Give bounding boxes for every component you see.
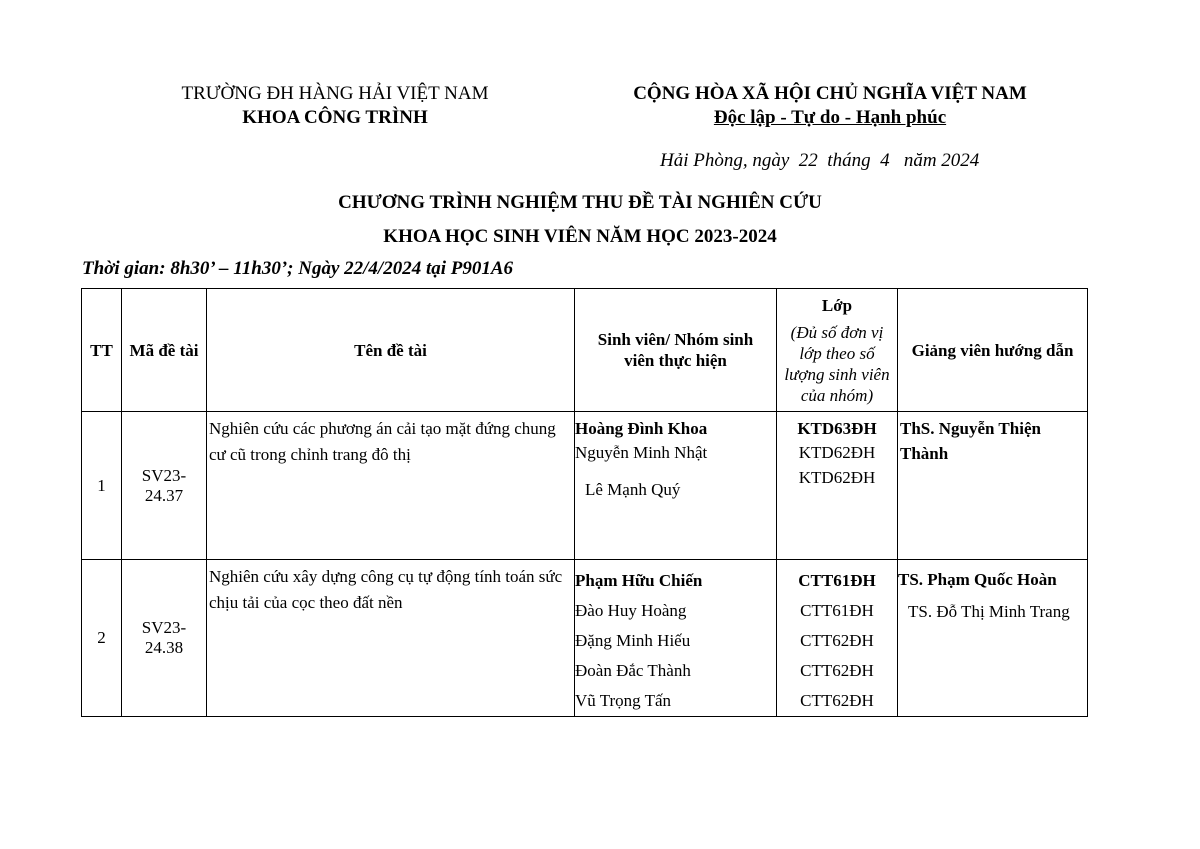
advisor-name: TS. Phạm Quốc Hoàn <box>898 570 1057 589</box>
class-code: CTT61ĐH <box>800 601 874 620</box>
row-1-tt: 1 <box>82 412 122 560</box>
student-name: Đoàn Đắc Thành <box>575 661 691 680</box>
national-motto: Độc lập - Tự do - Hạnh phúc <box>713 107 947 128</box>
date-line: Hải Phòng, ngày 22 tháng 4 năm 2024 <box>660 150 980 171</box>
row-2-advisors <box>898 560 1088 717</box>
class-code: CTT62ĐH <box>800 661 874 680</box>
class-code: CTT62ĐH <box>800 631 874 650</box>
student-name: Lê Mạnh Quý <box>585 480 681 499</box>
class-code: KTD62ĐH <box>798 443 876 462</box>
student-name: Hoàng Đình Khoa <box>575 419 708 438</box>
header-tt: TT <box>82 289 122 412</box>
row-1-advisors <box>898 412 1088 560</box>
document-title-line-1: CHƯƠNG TRÌNH NGHIỆM THU ĐỀ TÀI NGHIÊN CỨU <box>338 192 822 213</box>
row-2-students <box>575 560 777 717</box>
student-name: Đặng Minh Hiếu <box>575 631 691 650</box>
student-name: Nguyễn Minh Nhật <box>575 443 708 462</box>
header-lop <box>777 289 898 412</box>
time-location-line: Thời gian: 8h30’ – 11h30’; Ngày 22/4/2024 tại P901A6 <box>82 258 514 279</box>
header-left <box>130 82 540 130</box>
row-2-ma: SV23-24.38 <box>122 560 207 717</box>
header-lop-label: Lớp <box>821 296 853 315</box>
class-code: KTD63ĐH <box>797 419 877 438</box>
row-2-tt: 2 <box>82 560 122 717</box>
student-name: Đào Huy Hoàng <box>575 601 687 620</box>
schedule-table <box>81 288 1088 717</box>
table-row <box>82 412 1088 560</box>
table-header-row <box>82 289 1088 412</box>
advisor-name: ThS. Nguyễn Thiện Thành <box>900 419 1041 463</box>
header-ten-de-tai: Tên đề tài <box>207 289 575 412</box>
header-right <box>600 82 1060 130</box>
header-giang-vien: Giảng viên hướng dẫn <box>898 289 1088 412</box>
header-ma-de-tai: Mã đề tài <box>122 289 207 412</box>
student-name: Vũ Trọng Tấn <box>575 691 672 710</box>
republic-name: CỘNG HÒA XÃ HỘI CHỦ NGHĨA VIỆT NAM <box>633 83 1027 104</box>
class-code: CTT62ĐH <box>800 691 874 710</box>
header-lop-note: (Đủ số đơn vị lớp theo số lượng sinh viên của nhóm) <box>784 323 890 405</box>
class-code: CTT61ĐH <box>798 571 876 590</box>
row-2-classes <box>777 560 898 717</box>
table-row <box>82 560 1088 717</box>
class-code: KTD62ĐH <box>798 468 876 487</box>
student-name: Phạm Hữu Chiến <box>575 571 703 590</box>
row-2-ten: Nghiên cứu xây dựng công cụ tự động tính toán sức chịu tải của cọc theo đất nền <box>207 560 575 717</box>
row-1-ma: SV23-24.37 <box>122 412 207 560</box>
row-1-students <box>575 412 777 560</box>
university-name: TRƯỜNG ĐH HÀNG HẢI VIỆT NAM <box>181 83 489 104</box>
row-1-ten: Nghiên cứu các phương án cải tạo mặt đứng chung cư cũ trong chỉnh trang đô thị <box>207 412 575 560</box>
document-title-line-2: KHOA HỌC SINH VIÊN NĂM HỌC 2023-2024 <box>383 226 777 247</box>
row-1-classes <box>777 412 898 560</box>
faculty-name: KHOA CÔNG TRÌNH <box>242 107 428 128</box>
header-sinh-vien: Sinh viên/ Nhóm sinh viên thực hiện <box>575 289 777 412</box>
advisor-name: TS. Đỗ Thị Minh Trang <box>908 602 1070 621</box>
